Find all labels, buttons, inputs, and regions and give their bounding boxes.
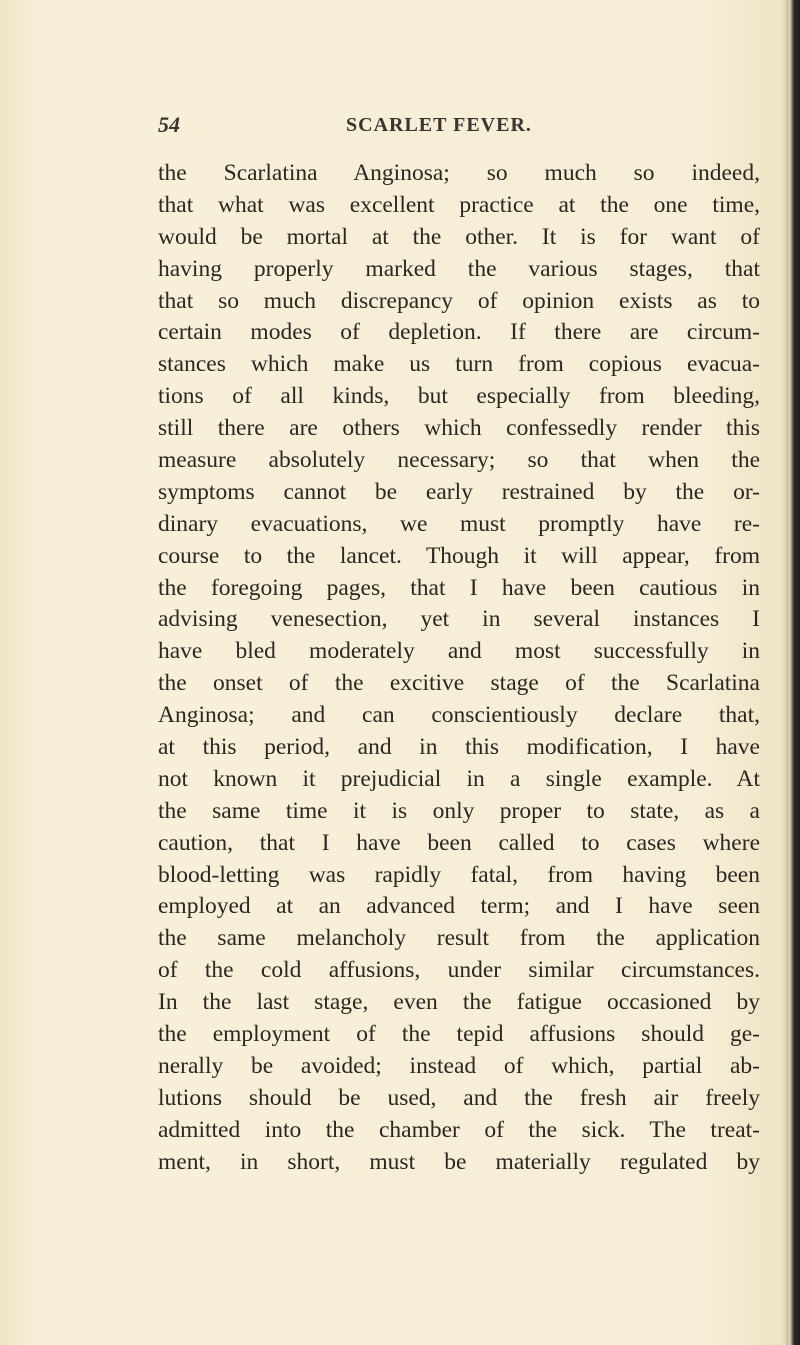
text-line: still there are others which confessedly render this <box>158 415 760 442</box>
text-line: certain modes of depletion. If there are circum- <box>158 319 760 346</box>
text-line: that so much discrepancy of opinion exists as to <box>158 287 760 314</box>
text-line: that what was excellent practice at the one time, <box>158 191 760 218</box>
text-line: lutions should be used, and the fresh air freely <box>158 1084 760 1111</box>
text-line: course to the lancet. Though it will appear, from <box>158 542 760 569</box>
text-line: not known it prejudicial in a single example. At <box>158 765 760 792</box>
text-line: employed at an advanced term; and I have seen <box>158 893 760 920</box>
text-line: the employment of the tepid affusions should ge- <box>158 1021 760 1048</box>
text-line: ment, in short, must be materially regulated by <box>158 1148 760 1175</box>
text-line: stances which make us turn from copious evacua- <box>158 351 760 378</box>
page-number: 54 <box>158 112 180 137</box>
text-line: tions of all kinds, but especially from bleeding, <box>158 383 760 410</box>
text-line: advising venesection, yet in several instances I <box>158 606 760 633</box>
text-line: In the last stage, even the fatigue occasioned by <box>158 989 760 1016</box>
text-line: at this period, and in this modification, I have <box>158 734 760 761</box>
text-line: the Scarlatina Anginosa; so much so indeed, <box>158 160 760 186</box>
text-line: of the cold affusions, under similar circumstances. <box>158 957 760 984</box>
text-line: nerally be avoided; instead of which, partial ab- <box>158 1052 760 1079</box>
text-line: dinary evacuations, we must promptly have re- <box>158 510 760 537</box>
text-line: the onset of the excitive stage of the Scarlatina <box>158 670 760 697</box>
body-text <box>158 158 778 1179</box>
text-line: would be mortal at the other. It is for want of <box>158 223 760 250</box>
text-line: have bled moderately and most successfully in <box>158 638 760 665</box>
text-line: having properly marked the various stages, that <box>158 255 760 282</box>
text-line: the same time it is only proper to state, as a <box>158 797 760 824</box>
running-head <box>158 112 718 142</box>
chapter-title: SCARLET FEVER. <box>346 114 532 136</box>
text-line: the same melancholy result from the application <box>158 925 760 952</box>
text-line: Anginosa; and can conscientiously declare that, <box>158 702 760 729</box>
text-line: blood-letting was rapidly fatal, from having been <box>158 861 760 888</box>
text-line: symptoms cannot be early restrained by the or- <box>158 478 760 505</box>
page-edge <box>786 0 789 1345</box>
text-line: admitted into the chamber of the sick. The treat- <box>158 1116 760 1143</box>
text-line: caution, that I have been called to cases where <box>158 829 760 856</box>
text-line: the foregoing pages, that I have been cautious in <box>158 574 760 601</box>
text-line: measure absolutely necessary; so that when the <box>158 447 760 474</box>
